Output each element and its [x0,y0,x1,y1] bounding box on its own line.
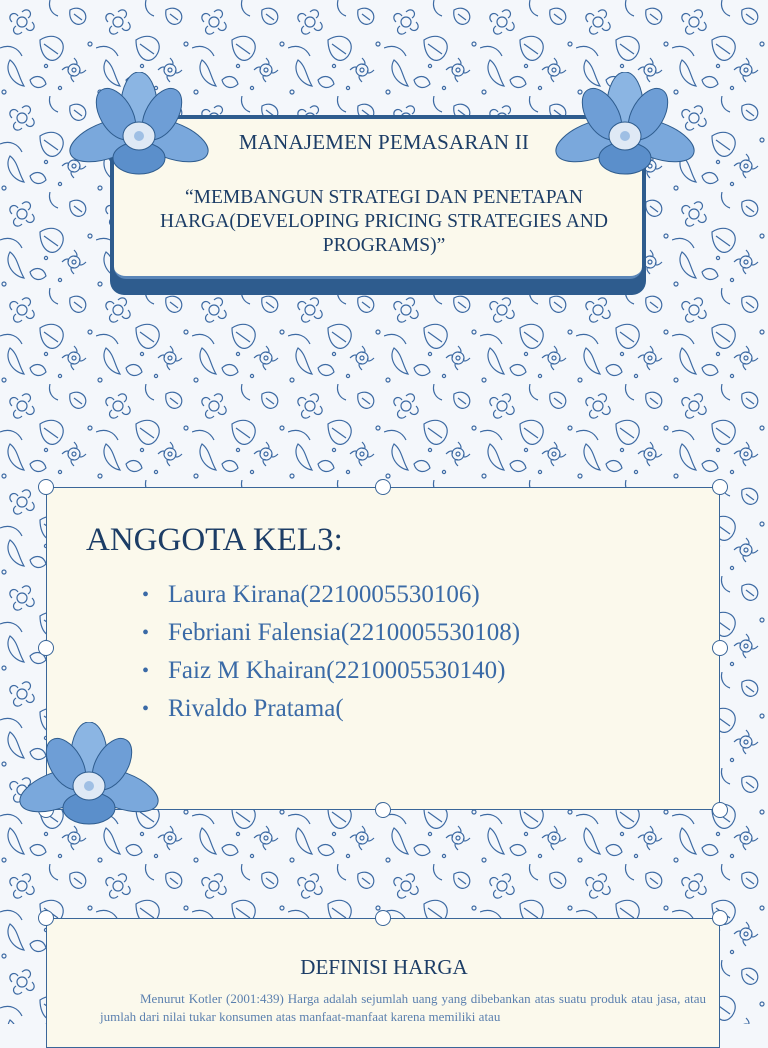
member-name: Rivaldo Pratama( [168,695,344,722]
resize-handle[interactable] [712,802,728,818]
definition-body: Menurut Kotler (2001:439) Harga adalah sejumlah uang yang dibebankan atas suatu produk atau jasa, atau jumlah dari nilai tukar konsumen atas manfaat-manfaat karena memiliki atau [100,991,706,1024]
resize-handle[interactable] [375,479,391,495]
resize-handle[interactable] [375,910,391,926]
resize-handle[interactable] [712,479,728,495]
bullet-icon: • [142,622,150,644]
resize-handle[interactable] [712,640,728,656]
resize-handle[interactable] [375,802,391,818]
member-name: Laura Kirana(2210005530106) [168,581,480,608]
resize-handle[interactable] [712,910,728,926]
course-title: MANAJEMEN PEMASARAN II [238,130,530,154]
definition-card [46,918,720,1048]
list-item [142,652,520,690]
blue-flower-icon [16,722,162,842]
topic-title: “MEMBANGUN STRATEGI DAN PENETAPAN HARGA(DEVELOPING PRICING STRATEGIES AND PROGRAMS)” [160,187,608,256]
member-list [142,576,520,728]
definition-heading: DEFINISI HARGA [300,955,468,979]
member-name: Faiz M Khairan(2210005530140) [168,657,506,684]
member-name: Febriani Falensia(2210005530108) [168,619,521,646]
blue-flower-icon [66,72,212,192]
members-heading: ANGGOTA KEL3: [86,522,343,558]
list-item [142,614,520,652]
bullet-icon: • [142,698,150,720]
list-item [142,690,520,728]
blue-flower-icon [552,72,698,192]
list-item [142,576,520,614]
resize-handle[interactable] [38,910,54,926]
resize-handle[interactable] [38,479,54,495]
resize-handle[interactable] [38,640,54,656]
bullet-icon: • [142,660,150,682]
bullet-icon: • [142,584,150,606]
